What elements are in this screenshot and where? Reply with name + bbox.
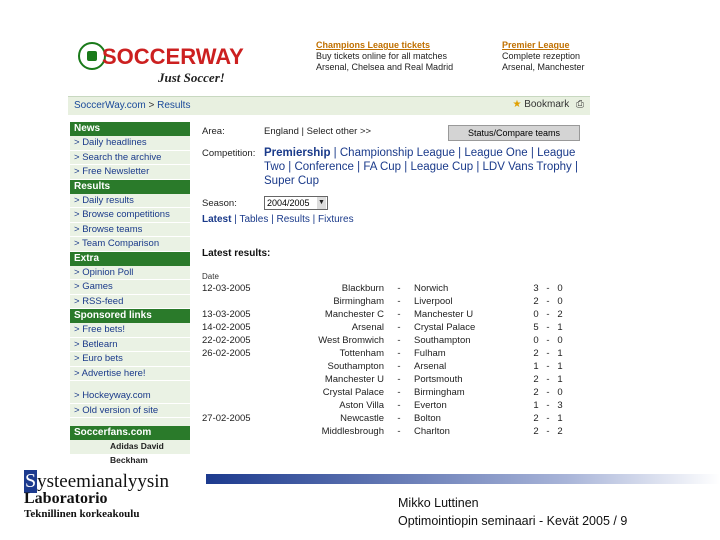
sidebar-item[interactable]: > Free Newsletter xyxy=(70,165,190,180)
results-table xyxy=(202,282,566,438)
season-label: Season: xyxy=(202,198,237,209)
home-team: West Bromwich xyxy=(318,335,384,346)
home-team: Manchester U xyxy=(324,374,384,385)
sidebar-spacer xyxy=(70,418,190,426)
score-separator: - xyxy=(546,426,550,437)
score-separator: - xyxy=(546,348,550,359)
away-team: Portsmouth xyxy=(414,374,463,385)
away-team: Liverpool xyxy=(414,296,453,307)
view-tabs: Latest | Tables | Results | Fixtures xyxy=(202,214,354,225)
ad-line: Buy tickets online for all matches xyxy=(316,51,448,61)
date-column-header: Date xyxy=(202,272,219,281)
score-separator: - xyxy=(546,361,550,372)
competition-link[interactable]: Super Cup xyxy=(264,175,319,187)
home-score: 2 xyxy=(533,387,539,398)
home-score: 2 xyxy=(533,413,539,424)
table-row[interactable] xyxy=(202,334,566,347)
away-score: 2 xyxy=(557,309,563,320)
sidebar-item[interactable]: > Betlearn xyxy=(70,338,190,353)
separator: - xyxy=(397,296,401,307)
competition-link[interactable]: LDV Vans Trophy xyxy=(482,161,572,173)
ad-title[interactable]: Champions League tickets xyxy=(316,40,431,50)
home-score: 3 xyxy=(533,283,539,294)
date: 12-03-2005 xyxy=(202,283,251,294)
sidebar-item[interactable]: > Daily headlines xyxy=(70,136,190,151)
breadcrumb xyxy=(74,100,190,111)
table-row[interactable] xyxy=(202,399,566,412)
sidebar-header-results: Results xyxy=(70,180,190,194)
separator: - xyxy=(397,400,401,411)
sidebar-item[interactable]: > Free bets! xyxy=(70,323,190,338)
logo-initial: S xyxy=(25,470,37,492)
separator: - xyxy=(397,348,401,359)
date: 22-02-2005 xyxy=(202,335,251,346)
sidebar-item[interactable]: > Opinion Poll xyxy=(70,266,190,281)
home-score: 5 xyxy=(533,322,539,333)
competition-link[interactable]: League Cup xyxy=(410,161,474,173)
soccerway-logo[interactable] xyxy=(76,38,246,94)
sidebar-header-sponsored: Sponsored links xyxy=(70,309,190,323)
breadcrumb-current[interactable]: Results xyxy=(157,100,191,111)
sidebar-item[interactable]: > Search the archive xyxy=(70,151,190,166)
away-score: 1 xyxy=(557,361,563,372)
home-score: 1 xyxy=(533,361,539,372)
score-separator: - xyxy=(546,374,550,385)
footer-gradient-bar xyxy=(206,474,720,484)
latest-results-title: Latest results: xyxy=(202,248,271,259)
separator: - xyxy=(397,387,401,398)
table-row[interactable] xyxy=(202,347,566,360)
table-row[interactable] xyxy=(202,308,566,321)
home-team: Middlesbrough xyxy=(321,426,384,437)
logo-line-2: Laboratorio xyxy=(24,490,108,507)
ad-champions-league[interactable] xyxy=(316,40,498,73)
home-team: Manchester C xyxy=(324,309,384,320)
away-team: Crystal Palace xyxy=(414,322,476,333)
sidebar-header-soccerfans: Soccerfans.com xyxy=(70,426,190,440)
date xyxy=(202,425,256,438)
table-row[interactable] xyxy=(202,412,566,425)
sidebar-item[interactable]: > Browse teams xyxy=(70,223,190,238)
sidebar-item[interactable]: > Browse competitions xyxy=(70,208,190,223)
away-score: 1 xyxy=(557,374,563,385)
tab-tables[interactable]: Tables xyxy=(239,214,269,225)
date: 13-03-2005 xyxy=(202,309,251,320)
print-icon[interactable]: ⎙ xyxy=(576,99,584,110)
table-row[interactable] xyxy=(202,321,566,334)
separator: - xyxy=(397,413,401,424)
home-team: Birmingham xyxy=(333,296,384,307)
area-value: England | Select other >> xyxy=(264,126,372,137)
star-icon: ★ xyxy=(512,99,522,110)
table-row[interactable] xyxy=(202,425,566,438)
compare-teams-button[interactable]: Status/Compare teams xyxy=(448,125,580,141)
away-score: 0 xyxy=(557,387,563,398)
away-score: 2 xyxy=(557,426,563,437)
competition-link[interactable]: FA Cup xyxy=(363,161,402,173)
score-separator: - xyxy=(546,322,550,333)
breadcrumb-bar xyxy=(68,96,590,115)
away-score: 1 xyxy=(557,322,563,333)
breadcrumb-separator: > xyxy=(148,100,155,111)
select-other-link[interactable]: Select other >> xyxy=(306,126,372,137)
date xyxy=(202,399,256,412)
ad-line: Arsenal, Chelsea and Real Madrid xyxy=(316,62,454,72)
date xyxy=(202,360,256,373)
sidebar xyxy=(70,122,190,465)
logo-line-3: Teknillinen korkeakoulu xyxy=(24,508,140,520)
sidebar-item[interactable]: > Old version of site xyxy=(70,404,190,419)
sidebar-item[interactable]: > Advertise here! xyxy=(70,367,190,382)
away-team: Birmingham xyxy=(414,387,465,398)
score-separator: - xyxy=(546,283,550,294)
home-score: 2 xyxy=(533,348,539,359)
separator: - xyxy=(397,426,401,437)
date xyxy=(202,295,256,308)
separator: - xyxy=(397,335,401,346)
away-team: Arsenal xyxy=(414,361,447,372)
competition-list: Premiership | Championship League | League One | League Two | Conference | FA Cup | League Cup | LDV Vans Trophy | Super Cup xyxy=(264,147,578,187)
seminar-info: Optimointiopin seminaari - Kevät 2005 / 9 xyxy=(398,514,628,528)
home-score: 1 xyxy=(533,400,539,411)
tab-fixtures[interactable]: Fixtures xyxy=(318,214,354,225)
sidebar-item[interactable]: Adidas David Beckham xyxy=(70,440,190,455)
logo-rest: ysteemianalyysin xyxy=(37,471,170,492)
browser-screenshot xyxy=(68,34,590,465)
separator: - xyxy=(397,283,401,294)
date xyxy=(202,373,256,386)
score-separator: - xyxy=(546,309,550,320)
sidebar-header-extra: Extra xyxy=(70,252,190,266)
season-select[interactable]: 2004/2005 ▼ xyxy=(264,196,328,210)
home-score: 0 xyxy=(533,335,539,346)
logo-text: SOCCERWAY xyxy=(102,44,244,69)
home-score: 2 xyxy=(533,426,539,437)
ad-line: Arsenal, Manchester xyxy=(502,62,585,72)
separator: - xyxy=(397,374,401,385)
competition-link[interactable]: Championship League xyxy=(339,147,455,159)
sidebar-spacer xyxy=(70,381,190,389)
away-score: 1 xyxy=(557,413,563,424)
sidebar-item[interactable]: > Hockeyway.com xyxy=(70,389,190,404)
tab-latest[interactable]: Latest xyxy=(202,214,232,225)
home-team: Southampton xyxy=(327,361,384,372)
away-team: Southampton xyxy=(414,335,471,346)
score-separator: - xyxy=(546,387,550,398)
table-row[interactable] xyxy=(202,360,566,373)
competition-label: Competition: xyxy=(202,148,256,159)
table-row[interactable] xyxy=(202,282,566,295)
bookmark-label: Bookmark xyxy=(524,99,570,110)
tab-results[interactable]: Results xyxy=(276,214,310,225)
home-team: Blackburn xyxy=(341,283,384,294)
away-score: 0 xyxy=(557,335,563,346)
away-team: Everton xyxy=(414,400,447,411)
home-score: 2 xyxy=(533,374,539,385)
home-team: Tottenham xyxy=(339,348,384,359)
home-team: Aston Villa xyxy=(339,400,384,411)
table-row[interactable] xyxy=(202,386,566,399)
competition-link[interactable]: League One xyxy=(464,147,528,159)
table-row[interactable] xyxy=(202,373,566,386)
home-score: 0 xyxy=(533,309,539,320)
logo-tagline: Just Soccer! xyxy=(158,70,225,85)
separator: - xyxy=(397,361,401,372)
competition-link[interactable]: Conference xyxy=(294,161,354,173)
sidebar-item[interactable]: > RSS-feed xyxy=(70,295,190,310)
date: 27-02-2005 xyxy=(202,413,251,424)
competition-link[interactable]: Premiership xyxy=(264,147,331,159)
away-team: Bolton xyxy=(414,413,441,424)
score-separator: - xyxy=(546,296,550,307)
away-team: Charlton xyxy=(414,426,450,437)
away-team: Manchester U xyxy=(414,309,474,320)
author-name: Mikko Luttinen xyxy=(398,496,479,510)
date: 14-02-2005 xyxy=(202,322,251,333)
footer-text xyxy=(398,494,627,530)
table-row[interactable] xyxy=(202,295,566,308)
competition-link[interactable]: League Two xyxy=(264,147,576,173)
date xyxy=(202,386,256,399)
away-team: Fulham xyxy=(414,348,446,359)
away-team: Norwich xyxy=(414,283,449,294)
home-score: 2 xyxy=(533,296,539,307)
home-team: Crystal Palace xyxy=(322,387,384,398)
score-separator: - xyxy=(546,413,550,424)
away-score: 0 xyxy=(557,283,563,294)
home-team: Arsenal xyxy=(351,322,384,333)
sidebar-item[interactable]: > Daily results xyxy=(70,194,190,209)
away-score: 3 xyxy=(557,400,563,411)
sidebar-item[interactable]: > Euro bets xyxy=(70,352,190,367)
breadcrumb-home-link[interactable]: SoccerWay.com xyxy=(74,100,146,111)
ad-line: Complete rezeption xyxy=(502,51,581,61)
score-separator: - xyxy=(546,400,550,411)
bookmark-link[interactable] xyxy=(512,99,584,110)
away-score: 1 xyxy=(557,348,563,359)
home-team: Newcastle xyxy=(340,413,384,424)
date: 26-02-2005 xyxy=(202,348,251,359)
sidebar-item[interactable]: > Team Comparison xyxy=(70,237,190,252)
score-separator: - xyxy=(546,335,550,346)
area-current: England xyxy=(264,126,299,137)
ad-title[interactable]: Premier League xyxy=(502,40,570,50)
sidebar-header-news: News xyxy=(70,122,190,136)
sidebar-item[interactable]: > Games xyxy=(70,280,190,295)
ad-premier-league[interactable] xyxy=(502,40,592,73)
away-score: 0 xyxy=(557,296,563,307)
area-label: Area: xyxy=(202,126,225,137)
separator: - xyxy=(397,322,401,333)
separator: - xyxy=(397,309,401,320)
